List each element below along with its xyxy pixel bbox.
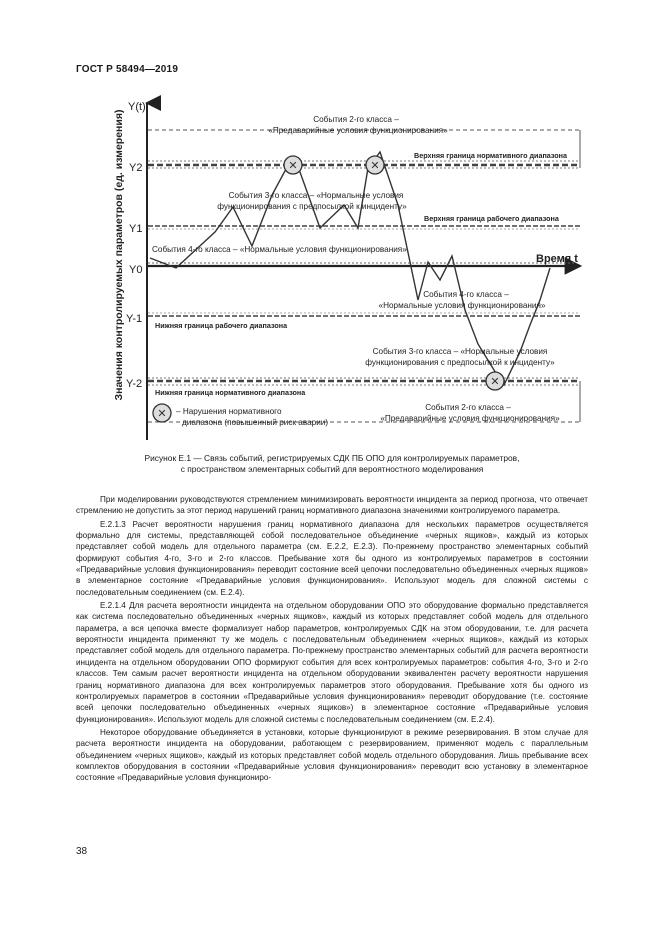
level-ym2-label: Y-2 (126, 378, 143, 390)
svg-text:✕: ✕ (288, 160, 298, 172)
standard-header: ГОСТ Р 58494—2019 (76, 64, 179, 75)
caption-line1: Рисунок Е.1 — Связь событий, регистрируемых СДК ПБ ОПО для контролируемых параметров, (144, 453, 520, 463)
svg-text:✕: ✕ (157, 408, 167, 420)
ym1-boundary-label: Нижняя граница рабочего диапазона (155, 321, 288, 330)
legend-line2: диапазона (повышенный риск аварии) (182, 418, 329, 427)
caption-line2: с пространством элементарных событий для вероятностного моделирования (180, 464, 484, 475)
class2-top-line2: «Предаварийные условия функционирования» (268, 126, 448, 135)
body-text (76, 494, 588, 786)
class4-top: События 4-го класса – «Нормальные условия функционирования» (152, 245, 407, 254)
class2-bottom-line2: «Предаварийные условия функционирования» (380, 414, 560, 423)
y2-boundary-label: Верхняя граница нормативного диапазона (414, 151, 567, 160)
ym2-boundary-label: Нижняя граница нормативного диапазона (155, 388, 306, 397)
class2-top-line1: События 2-го класса – (313, 115, 399, 124)
figure-e1 (0, 0, 661, 450)
class3-top-line2: функционирования с предпосылкой к инциденту» (217, 202, 407, 211)
y-axis-title: Значения контролируемых параметров (ед. измерения) (113, 109, 125, 401)
legend (153, 404, 328, 427)
class3-top-line1: События 3-го класса – «Нормальные условия (228, 191, 404, 200)
paragraph: Е.2.1.4 Для расчета вероятности инцидента на отдельном оборудовании ОПО это оборудование формально представляется как система последовательно объединенных «черных ящиков», каждый из которых представляет собой модель для отдельного параметра, а вся цепочка вместе формализует набор параметров, контролируемых СДК на этом оборудовании, т.е. для расчета вероятности инцидента применяют ту же модель с последовательным объединением «черных ящиков», каждый из которых представляет собой модель для отдельного параметра. По-прежнему пространство элементарных событий для расчета вероятности инцидента на отдельном оборудовании ОПО формируют события для всех контролируемых параметров: события 4-го, 3-го и 2-го классов. Тем самым расчет вероятности инцидента на отдельном оборудовании эквивалентен расчету вероятности нарушения границ нормативного диапазона для всех контролируемых параметров этого оборудования. Пребывание хотя бы одного из контролируемых параметров в состоянии «Предаварийные условия функционирования» переводит оборудование (т.е. состояние всей цепочки последовательно объединенных «черных ящиков») в элементарное состояние «Предаварийные условия функционирования». Используют модель для сложной системы с последовательным соединением (см. Е.2.4). (76, 601, 588, 724)
paragraph: При моделировании руководствуются стремлением минимизировать вероятности инцидента за период прогноза, что отвечает стремлению не допустить за этот период нарушений границ нормативного диапазона значениями контролируемого параметра. (76, 495, 588, 516)
time-label: Время t (536, 253, 578, 265)
class3-bottom-line2: функционирования с предпосылкой к инциденту» (365, 358, 555, 367)
level-y2-label: Y2 (129, 162, 143, 174)
class3-bottom-line1: События 3-го класса – «Нормальные условия (372, 347, 548, 356)
class2-bottom-line1: События 2-го класса – (425, 403, 511, 412)
violation-marker (284, 156, 302, 174)
y-func-label: Y(t) (128, 101, 146, 113)
paragraph: Некоторое оборудование объединяется в установки, которые функционируют в режиме резервирования. В этом случае для расчета вероятности инцидента на оборудовании, работающем с резервированием, применяют модель с параллельным объединением «черных ящиков», каждый из которых представляет собой модель отдельного оборудования. Лишь пребывание всех комплектов оборудования в состоянии «Предаварийные условия функционирования» переводит всю установку в элементарное состояние «Предаварийные условия функциониро- (76, 727, 588, 783)
level-ym1-label: Y-1 (126, 313, 143, 325)
level-y0-label: Y0 (129, 264, 143, 276)
class4-bottom-line2: «Нормальные условия функционирования» (378, 301, 546, 310)
violation-marker (486, 372, 504, 390)
svg-text:✕: ✕ (370, 160, 380, 172)
y1-boundary-label: Верхняя граница рабочего диапазона (424, 214, 559, 223)
legend-violation-icon (153, 404, 171, 422)
paragraph: Е.2.1.3 Расчет вероятности нарушения границ нормативного диапазона для нескольких параметров осуществляется формально для системы, представляющей собой последовательное объединение «черных ящиков», каждый из которых представляет собой модель для отдельного параметра (см. Е.2.2, Е.2.3). По-прежнему пространство элементарных событий формируют события 4-го, 3-го и 2-го классов. Пребывание хотя бы одного из контролируемых параметров в состоянии «Предаварийные условия функционирования» переводит состояние всей цепочки последовательно объединенных «черных ящиков» в элементарное состояние «Предаварийные условия функционирования». Используют модель для сложной системы с последовательным соединением (см. Е.2.4). (76, 519, 588, 597)
legend-line1: – Нарушения нормативного (176, 407, 282, 416)
page-number: 38 (76, 846, 88, 857)
figure-caption (76, 453, 588, 476)
level-y1-label: Y1 (129, 223, 143, 235)
svg-text:✕: ✕ (490, 376, 500, 388)
violation-marker (366, 156, 384, 174)
class4-bottom-line1: События 4-го класса – (423, 290, 509, 299)
